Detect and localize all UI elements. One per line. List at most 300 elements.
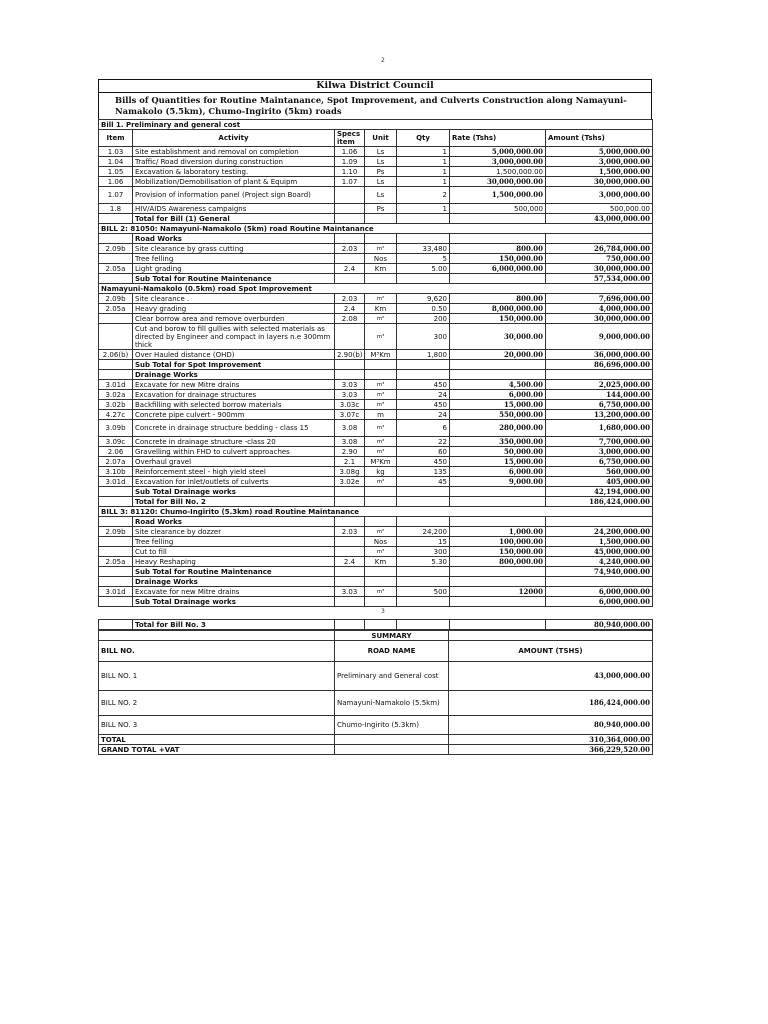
cell-item: 3.09c bbox=[99, 437, 133, 447]
cell-qty: 9,620 bbox=[397, 294, 450, 304]
cell-spec bbox=[335, 324, 365, 350]
bill2-total-row-amount: 186,424,000.00 bbox=[546, 497, 653, 507]
cell-rate: 350,000.00 bbox=[450, 437, 546, 447]
bill3-drainage-total-row bbox=[99, 597, 653, 607]
bill1-item-row bbox=[99, 187, 653, 204]
bill2-road-works-row bbox=[99, 234, 653, 244]
cell-unit: m³ bbox=[365, 477, 397, 487]
cell-amount: 6,000,000.00 bbox=[546, 587, 653, 597]
cell-qty: 15 bbox=[397, 537, 450, 547]
cell-qty: 1 bbox=[397, 157, 450, 167]
cell-unit: Km bbox=[365, 304, 397, 314]
summary-grand-amount: 366,229,520.00 bbox=[449, 745, 653, 755]
cell-unit: m³ bbox=[365, 420, 397, 437]
cell-qty: 300 bbox=[397, 547, 450, 557]
cell-spec bbox=[335, 204, 365, 214]
bill2-drainage-item-row bbox=[99, 410, 653, 420]
summary-row bbox=[99, 662, 653, 691]
cell-spec: 3.08 bbox=[335, 420, 365, 437]
cell-item bbox=[99, 547, 133, 557]
spot-total-row-label: Sub Total for Spot Improvement bbox=[133, 360, 335, 370]
bill3-total-row bbox=[99, 620, 653, 630]
cell-qty: 1,800 bbox=[397, 350, 450, 360]
cell-item: 3.01d bbox=[99, 380, 133, 390]
col-item: Item bbox=[99, 130, 133, 147]
cell-spec: 3.03c bbox=[335, 400, 365, 410]
cell-spec: 2.03 bbox=[335, 294, 365, 304]
bill3-drainage-total-row-amount: 6,000,000.00 bbox=[546, 597, 653, 607]
cell-rate: 150,000.00 bbox=[450, 547, 546, 557]
bill3-routine-item-row bbox=[99, 537, 653, 547]
boq-table bbox=[98, 119, 653, 607]
cell-amount: 1,500,000.00 bbox=[546, 167, 653, 177]
bill3-total-label: Total for Bill No. 3 bbox=[133, 620, 335, 630]
summary-road: Namayuni-Namakolo (5.5km) bbox=[335, 691, 449, 716]
cell-rate: 6,000.00 bbox=[450, 390, 546, 400]
bill3-routine-total-row bbox=[99, 567, 653, 577]
bill2-drainage-item-row bbox=[99, 467, 653, 477]
cell-unit: m³ bbox=[365, 437, 397, 447]
cell-rate: 1,000.00 bbox=[450, 527, 546, 537]
summary-col-amount: AMOUNT (TSHS) bbox=[449, 641, 653, 662]
bill3-total-amount: 80,940,000.00 bbox=[546, 620, 653, 630]
cell-qty: 1 bbox=[397, 204, 450, 214]
cell-rate: 550,000.00 bbox=[450, 410, 546, 420]
bill3-routine-total-row-amount: 74,940,000.00 bbox=[546, 567, 653, 577]
cell-item: 2.09b bbox=[99, 294, 133, 304]
cell-activity: Tree felling bbox=[133, 254, 335, 264]
summary-bill: BILL NO. 1 bbox=[99, 662, 335, 691]
cell-rate: 4,500.00 bbox=[450, 380, 546, 390]
cell-amount: 30,000,000.00 bbox=[546, 264, 653, 274]
cell-item: 2.05a bbox=[99, 557, 133, 567]
cell-spec: 2.4 bbox=[335, 264, 365, 274]
summary-title-row bbox=[99, 631, 653, 641]
cell-amount: 405,000.00 bbox=[546, 477, 653, 487]
bill3-routine-total-row-label: Sub Total for Routine Maintenance bbox=[133, 567, 335, 577]
cell-spec: 2.03 bbox=[335, 244, 365, 254]
cell-spec: 2.90 bbox=[335, 447, 365, 457]
summary-total-label: TOTAL bbox=[99, 735, 335, 745]
cell-qty: 1 bbox=[397, 177, 450, 187]
cell-item: 1.03 bbox=[99, 147, 133, 157]
bill3-drainage-header-row-amount bbox=[546, 577, 653, 587]
bill2-drainage-item-row bbox=[99, 420, 653, 437]
summary-col-road: ROAD NAME bbox=[335, 641, 449, 662]
cell-rate: 15,000.00 bbox=[450, 400, 546, 410]
cell-qty: 300 bbox=[397, 324, 450, 350]
cell-qty: 200 bbox=[397, 314, 450, 324]
cell-spec: 2.4 bbox=[335, 304, 365, 314]
summary-road: Preliminary and General cost bbox=[335, 662, 449, 691]
cell-amount: 3,000,000.00 bbox=[546, 187, 653, 204]
cell-item: 3.02a bbox=[99, 390, 133, 400]
cell-amount: 7,700,000.00 bbox=[546, 437, 653, 447]
spot-title-row bbox=[99, 284, 653, 294]
cell-rate: 5,000,000.00 bbox=[450, 147, 546, 157]
bill2-drainage-total-row-amount: 42,194,000.00 bbox=[546, 487, 653, 497]
bill2-drainage-total-row bbox=[99, 487, 653, 497]
cell-unit: m³ bbox=[365, 390, 397, 400]
bill1-item-row bbox=[99, 157, 653, 167]
summary-row bbox=[99, 691, 653, 716]
summary-total-row bbox=[99, 735, 653, 745]
cell-rate: 150,000.00 bbox=[450, 314, 546, 324]
cell-unit: kg bbox=[365, 467, 397, 477]
cell-rate: 800.00 bbox=[450, 294, 546, 304]
cell-amount: 26,784,000.00 bbox=[546, 244, 653, 254]
spot-item-row bbox=[99, 314, 653, 324]
cell-spec bbox=[335, 187, 365, 204]
bill3-total-table bbox=[98, 619, 653, 630]
col-specs: Specs item bbox=[335, 130, 365, 147]
summary-total-amount: 310,364,000.00 bbox=[449, 735, 653, 745]
cell-item: 3.10b bbox=[99, 467, 133, 477]
bill1-item-row bbox=[99, 147, 653, 157]
cell-qty: 450 bbox=[397, 457, 450, 467]
cell-activity: Cut and borow to fill gullies with selected materials as directed by Engineer and compact in layers n.e 300mm thick bbox=[133, 324, 335, 350]
cell-qty: 24,200 bbox=[397, 527, 450, 537]
cell-spec: 2.03 bbox=[335, 527, 365, 537]
cell-qty: 5.30 bbox=[397, 557, 450, 567]
cell-rate: 20,000.00 bbox=[450, 350, 546, 360]
cell-spec: 2.4 bbox=[335, 557, 365, 567]
spot-item-row bbox=[99, 294, 653, 304]
cell-item: 2.05a bbox=[99, 264, 133, 274]
cell-rate: 30,000.00 bbox=[450, 324, 546, 350]
cell-unit: Ls bbox=[365, 177, 397, 187]
bill2-drainage-header-row-label: Drainage Works bbox=[133, 370, 335, 380]
bill2-drainage-item-row bbox=[99, 437, 653, 447]
cell-rate: 800,000.00 bbox=[450, 557, 546, 567]
bill2-total-row-label: Total for Bill No. 2 bbox=[133, 497, 335, 507]
document-header bbox=[98, 79, 652, 119]
bill2-routine-total-row-amount: 57,534,000.00 bbox=[546, 274, 653, 284]
bill2-drainage-item-row bbox=[99, 447, 653, 457]
cell-qty: 24 bbox=[397, 390, 450, 400]
cell-spec: 3.07c bbox=[335, 410, 365, 420]
cell-unit: m³ bbox=[365, 547, 397, 557]
cell-spec: 1.10 bbox=[335, 167, 365, 177]
cell-amount: 6,750,000.00 bbox=[546, 400, 653, 410]
cell-spec: 2.1 bbox=[335, 457, 365, 467]
cell-activity: Excavation for inlet/outlets of culverts bbox=[133, 477, 335, 487]
bill2-routine-total-row-label: Sub Total for Routine Maintenance bbox=[133, 274, 335, 284]
bill1-total-row bbox=[99, 214, 653, 224]
cell-amount: 750,000.00 bbox=[546, 254, 653, 264]
cell-qty: 45 bbox=[397, 477, 450, 487]
cell-item bbox=[99, 324, 133, 350]
cell-spec: 1.07 bbox=[335, 177, 365, 187]
cell-item: 2.09b bbox=[99, 244, 133, 254]
bill3-title: BILL 3: 81120: Chumo-Ingirito (5.3km) road Routine Maintanance bbox=[99, 507, 653, 517]
cell-qty: 6 bbox=[397, 420, 450, 437]
document-subtitle: Bills of Quantities for Routine Maintanance, Spot Improvement, and Culverts Construction along Namayuni-Namakolo (5.5km), Chumo-Ingirito (5km) roads bbox=[115, 95, 627, 116]
cell-unit: m³ bbox=[365, 447, 397, 457]
cell-activity: Tree felling bbox=[133, 537, 335, 547]
summary-bill: BILL NO. 2 bbox=[99, 691, 335, 716]
bill1-total-row-label: Total for Bill (1) General bbox=[133, 214, 335, 224]
page-number-top: 2 bbox=[381, 57, 385, 64]
cell-unit: Nos bbox=[365, 254, 397, 264]
cell-rate: 1,500,000.00 bbox=[450, 187, 546, 204]
cell-item bbox=[99, 314, 133, 324]
bill1-title: Bill 1. Preliminary and general cost bbox=[99, 120, 653, 130]
cell-amount: 13,200,000.00 bbox=[546, 410, 653, 420]
cell-spec: 1.09 bbox=[335, 157, 365, 167]
cell-activity: Site clearance by dozzer bbox=[133, 527, 335, 537]
cell-qty: 24 bbox=[397, 410, 450, 420]
cell-unit: m bbox=[365, 410, 397, 420]
cell-qty: 450 bbox=[397, 400, 450, 410]
cell-qty: 1 bbox=[397, 147, 450, 157]
summary-bill: BILL NO. 3 bbox=[99, 716, 335, 735]
cell-rate: 6,000,000.00 bbox=[450, 264, 546, 274]
bill2-drainage-total-row-label: Sub Total Drainage works bbox=[133, 487, 335, 497]
column-header-row bbox=[99, 130, 653, 147]
cell-activity: Concrete in drainage structure bedding - class 15 bbox=[133, 420, 335, 437]
cell-qty: 500 bbox=[397, 587, 450, 597]
cell-spec: 1.06 bbox=[335, 147, 365, 157]
page-number-mid: 3 bbox=[381, 608, 385, 615]
cell-unit: Ls bbox=[365, 147, 397, 157]
bill3-drainage-header-row bbox=[99, 577, 653, 587]
cell-activity: Gravelling within FHD to culvert approaches bbox=[133, 447, 335, 457]
cell-unit: Ls bbox=[365, 187, 397, 204]
bill2-total-row bbox=[99, 497, 653, 507]
bill3-routine-item-row bbox=[99, 527, 653, 537]
cell-activity: Excavation for drainage structures bbox=[133, 390, 335, 400]
cell-amount: 24,200,000.00 bbox=[546, 527, 653, 537]
cell-rate: 50,000.00 bbox=[450, 447, 546, 457]
cell-amount: 7,696,000.00 bbox=[546, 294, 653, 304]
bill3-drainage-total-row-label: Sub Total Drainage works bbox=[133, 597, 335, 607]
cell-item: 4.27c bbox=[99, 410, 133, 420]
cell-unit: m³ bbox=[365, 400, 397, 410]
cell-unit: Ps bbox=[365, 204, 397, 214]
bill2-drainage-item-row bbox=[99, 390, 653, 400]
bill3-routine-item-row bbox=[99, 557, 653, 567]
bill2-drainage-header-row bbox=[99, 370, 653, 380]
col-qty: Qty bbox=[397, 130, 450, 147]
summary-table-body bbox=[99, 631, 653, 755]
cell-rate: 8,000,000.00 bbox=[450, 304, 546, 314]
cell-activity: Excavate for new Mitre drains bbox=[133, 380, 335, 390]
cell-qty: 135 bbox=[397, 467, 450, 477]
spot-title: Namayuni-Namakolo (0.5km) road Spot Improvement bbox=[99, 284, 653, 294]
cell-unit: Km bbox=[365, 557, 397, 567]
cell-unit: Ps bbox=[365, 167, 397, 177]
bill3-road-works-row bbox=[99, 517, 653, 527]
cell-amount: 4,000,000.00 bbox=[546, 304, 653, 314]
cell-item: 1.05 bbox=[99, 167, 133, 177]
bill2-road-works-row-label: Road Works bbox=[133, 234, 335, 244]
cell-activity: Mobilization/Demobilisation of plant & Equipm bbox=[133, 177, 335, 187]
summary-col-bill: BILL NO. bbox=[99, 641, 335, 662]
cell-amount: 144,000.00 bbox=[546, 390, 653, 400]
cell-spec: 3.02e bbox=[335, 477, 365, 487]
cell-item: 3.09b bbox=[99, 420, 133, 437]
spot-item-row bbox=[99, 324, 653, 350]
cell-item: 2.06 bbox=[99, 447, 133, 457]
cell-spec: 2.08 bbox=[335, 314, 365, 324]
cell-unit: m³ bbox=[365, 587, 397, 597]
cell-unit: m² bbox=[365, 527, 397, 537]
cell-spec: 3.08g bbox=[335, 467, 365, 477]
cell-amount: 45,000,000.00 bbox=[546, 547, 653, 557]
bill2-title: BILL 2: 81050: Namayuni-Namakolo (5km) road Routine Maintanance bbox=[99, 224, 653, 234]
cell-rate: 6,000.00 bbox=[450, 467, 546, 477]
cell-rate: 800.00 bbox=[450, 244, 546, 254]
summary-amount: 80,940,000.00 bbox=[449, 716, 653, 735]
cell-activity: Excavate for new Mitre drains bbox=[133, 587, 335, 597]
cell-spec: 2.90(b) bbox=[335, 350, 365, 360]
cell-amount: 1,500,000.00 bbox=[546, 537, 653, 547]
bill3-title-row bbox=[99, 507, 653, 517]
cell-unit: Ls bbox=[365, 157, 397, 167]
cell-rate: 30,000,000.00 bbox=[450, 177, 546, 187]
cell-rate: 1,500,000.00 bbox=[450, 167, 546, 177]
bill2-routine-item-row bbox=[99, 244, 653, 254]
bill2-drainage-item-row bbox=[99, 400, 653, 410]
bill2-routine-item-row bbox=[99, 264, 653, 274]
cell-unit: Nos bbox=[365, 537, 397, 547]
cell-unit: m² bbox=[365, 294, 397, 304]
cell-rate: 100,000.00 bbox=[450, 537, 546, 547]
cell-unit: m³ bbox=[365, 380, 397, 390]
spot-total-row-amount: 86,696,000.00 bbox=[546, 360, 653, 370]
spot-item-row bbox=[99, 350, 653, 360]
cell-unit: m³ bbox=[365, 324, 397, 350]
cell-unit: M³Km bbox=[365, 457, 397, 467]
cell-item: 2.06(b) bbox=[99, 350, 133, 360]
cell-amount: 3,000,000.00 bbox=[546, 157, 653, 167]
cell-qty: 5 bbox=[397, 254, 450, 264]
cell-rate: 280,000.00 bbox=[450, 420, 546, 437]
bill3-routine-item-row bbox=[99, 547, 653, 557]
cell-spec bbox=[335, 547, 365, 557]
cell-item: 3.01d bbox=[99, 587, 133, 597]
cell-item bbox=[99, 254, 133, 264]
bill2-title-row bbox=[99, 224, 653, 234]
cell-rate: 150,000.00 bbox=[450, 254, 546, 264]
cell-amount: 1,680,000.00 bbox=[546, 420, 653, 437]
bill3-road-works-row-amount bbox=[546, 517, 653, 527]
cell-rate: 500,000 bbox=[450, 204, 546, 214]
summary-amount: 186,424,000.00 bbox=[449, 691, 653, 716]
cell-qty: 0.50 bbox=[397, 304, 450, 314]
cell-qty: 22 bbox=[397, 437, 450, 447]
col-amount: Amount (Tshs) bbox=[546, 130, 653, 147]
cell-spec: 3.03 bbox=[335, 380, 365, 390]
cell-activity: Clear borrow area and remove overburden bbox=[133, 314, 335, 324]
bill1-total-row-amount: 43,000,000.00 bbox=[546, 214, 653, 224]
cell-item: 2.05a bbox=[99, 304, 133, 314]
cell-activity: Cut to fill bbox=[133, 547, 335, 557]
cell-unit: m² bbox=[365, 244, 397, 254]
cell-activity: Concrete in drainage structure -class 20 bbox=[133, 437, 335, 447]
cell-qty: 33,480 bbox=[397, 244, 450, 254]
cell-activity: Provision of information panel (Project sign Board) bbox=[133, 187, 335, 204]
bill2-drainage-header-row-amount bbox=[546, 370, 653, 380]
cell-unit: Km bbox=[365, 264, 397, 274]
cell-activity: Traffic/ Road diversion during construction bbox=[133, 157, 335, 167]
cell-qty: 2 bbox=[397, 187, 450, 204]
cell-activity: Reinforcement steel - high yield steel bbox=[133, 467, 335, 477]
cell-rate: 12000 bbox=[450, 587, 546, 597]
cell-activity: Concrete pipe culvert - 900mm bbox=[133, 410, 335, 420]
col-rate: Rate (Tshs) bbox=[450, 130, 546, 147]
cell-qty: 450 bbox=[397, 380, 450, 390]
cell-amount: 6,750,000.00 bbox=[546, 457, 653, 467]
cell-item: 2.07a bbox=[99, 457, 133, 467]
cell-item: 1.06 bbox=[99, 177, 133, 187]
cell-spec: 3.03 bbox=[335, 390, 365, 400]
cell-spec: 3.08 bbox=[335, 437, 365, 447]
summary-amount: 43,000,000.00 bbox=[449, 662, 653, 691]
cell-amount: 9,000,000.00 bbox=[546, 324, 653, 350]
cell-amount: 4,240,000.00 bbox=[546, 557, 653, 567]
cell-rate: 15,000.00 bbox=[450, 457, 546, 467]
cell-item: 1.8 bbox=[99, 204, 133, 214]
cell-amount: 3,000,000.00 bbox=[546, 447, 653, 457]
bill2-routine-total-row bbox=[99, 274, 653, 284]
bill2-road-works-row-amount bbox=[546, 234, 653, 244]
bill1-title-row bbox=[99, 120, 653, 130]
summary-title: SUMMARY bbox=[335, 631, 449, 641]
col-activity: Activity bbox=[133, 130, 335, 147]
cell-activity: Site clearance . bbox=[133, 294, 335, 304]
summary-header-row bbox=[99, 641, 653, 662]
cell-amount: 30,000,000.00 bbox=[546, 177, 653, 187]
cell-amount: 5,000,000.00 bbox=[546, 147, 653, 157]
cell-qty: 5.00 bbox=[397, 264, 450, 274]
cell-activity: Site establishment and removal on completion bbox=[133, 147, 335, 157]
cell-activity: Excavation & laboratory testing. bbox=[133, 167, 335, 177]
bill3-road-works-row-label: Road Works bbox=[133, 517, 335, 527]
council-title: Kilwa District Council bbox=[99, 80, 651, 93]
cell-activity: HIV/AIDS Awareness campaigns bbox=[133, 204, 335, 214]
bill3-drainage-header-row-label: Drainage Works bbox=[133, 577, 335, 587]
bill1-item-row bbox=[99, 167, 653, 177]
cell-activity: Light grading bbox=[133, 264, 335, 274]
bill2-routine-item-row bbox=[99, 254, 653, 264]
spot-item-row bbox=[99, 304, 653, 314]
cell-qty: 1 bbox=[397, 167, 450, 177]
cell-spec: 3.03 bbox=[335, 587, 365, 597]
summary-grand-label: GRAND TOTAL +VAT bbox=[99, 745, 335, 755]
cell-item bbox=[99, 537, 133, 547]
cell-item: 1.04 bbox=[99, 157, 133, 167]
cell-spec bbox=[335, 254, 365, 264]
bill2-drainage-item-row bbox=[99, 380, 653, 390]
boq-table-body bbox=[99, 120, 653, 607]
cell-activity: Backfilling with selected borrow materials bbox=[133, 400, 335, 410]
cell-item: 1.07 bbox=[99, 187, 133, 204]
summary-row bbox=[99, 716, 653, 735]
col-unit: Unit bbox=[365, 130, 397, 147]
bill1-item-row bbox=[99, 177, 653, 187]
summary-grand-total-row bbox=[99, 745, 653, 755]
summary-road: Chumo-Ingirito (5.3km) bbox=[335, 716, 449, 735]
spot-total-row bbox=[99, 360, 653, 370]
cell-activity: Overhaul gravel bbox=[133, 457, 335, 467]
cell-item: 3.02b bbox=[99, 400, 133, 410]
bill2-drainage-item-row bbox=[99, 457, 653, 467]
cell-unit: M³Km bbox=[365, 350, 397, 360]
cell-rate: 9,000.00 bbox=[450, 477, 546, 487]
cell-item: 3.01d bbox=[99, 477, 133, 487]
